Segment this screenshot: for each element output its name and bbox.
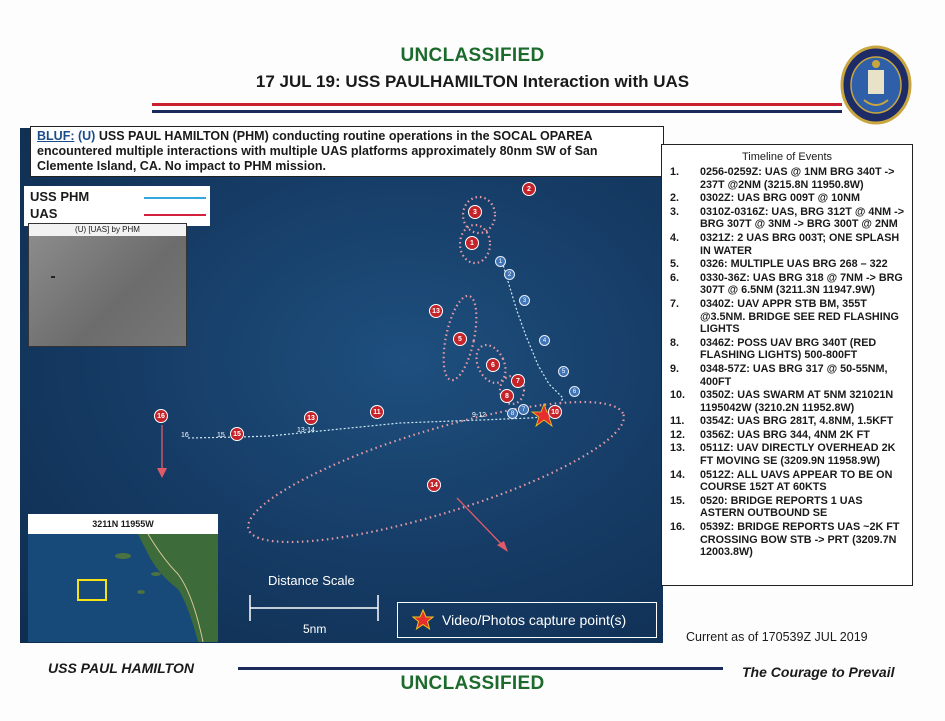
timeline-item: 8. 0346Z: POSS UAV BRG 340T (RED FLASHING LIGHTS) 500-800FT	[670, 336, 877, 362]
timeline-item: 6. 0330-36Z: UAS BRG 318 @ 7NM -> BRG 307T @ 6.5NM (3211.3N 11947.9W)	[670, 271, 903, 297]
phm-marker-label: 9-12	[472, 412, 487, 419]
legend-swatch-phm	[144, 197, 206, 199]
phm-marker: 7	[518, 404, 529, 415]
timeline-item: 10. 0350Z: UAS SWARM AT 5NM 321021N 1195042W (3210.2N 11952.8W)	[670, 389, 894, 414]
timeline-item: 12. 0356Z: UAS BRG 344, 4NM 2K FT	[670, 428, 870, 441]
inset-map	[28, 514, 218, 642]
bluf-box	[30, 126, 664, 177]
timeline-item: 15. 0520: BRIDGE REPORTS 1 UAS ASTERN OUTBOUND SE	[670, 494, 863, 520]
legend-swatch-uas	[144, 214, 206, 216]
phm-marker-label: 15	[217, 432, 225, 439]
phm-marker: 8	[507, 408, 518, 419]
footer-rule	[238, 667, 723, 670]
uas-marker: 14	[427, 478, 441, 492]
uas-marker: 13	[429, 304, 443, 318]
photo-caption: (U) [UAS] by PHM	[29, 224, 186, 236]
phm-marker: 3	[519, 295, 530, 306]
phm-marker: 4	[539, 335, 550, 346]
uas-marker: 16	[154, 409, 168, 423]
phm-marker: 2	[504, 269, 515, 280]
timeline-item: 1. 0256-0259Z: UAS @ 1NM BRG 340T -> 237T @2NM (3215.8N 11950.8W)	[670, 166, 895, 191]
star-icon	[412, 609, 434, 631]
timeline-item: 16. 0539Z: BRIDGE REPORTS UAS ~2K FT CROSSING BOW STB -> PRT (3209.7N 12003.8W)	[670, 521, 900, 559]
timeline-item: 7. 0340Z: UAV APPR STB BM, 355T @3.5NM. BRIDGE SEE RED FLASHING LIGHTS	[670, 297, 899, 336]
inset-coastline	[28, 534, 218, 642]
timeline-panel	[661, 144, 913, 586]
uas-marker: 10	[548, 405, 562, 419]
page-title: 17 JUL 19: USS PAULHAMILTON Interaction with UAS	[255, 72, 690, 91]
phm-marker-label: 16	[181, 432, 189, 439]
phm-marker: 5	[558, 366, 569, 377]
timeline-item: 13. 0511Z: UAV DIRECTLY OVERHEAD 2K FT MOVING SE (3209.9N 11958.9W)	[670, 442, 896, 468]
uas-marker: 11	[370, 405, 384, 419]
timeline-item: 4. 0321Z: 2 UAS BRG 003T; ONE SPLASH IN WATER	[670, 231, 900, 257]
timeline-item: 3. 0310Z-0316Z: UAS, BRG 312T @ 4NM -> BRG 307T @ 3NM -> BRG 300T @ 2NM	[670, 205, 905, 231]
uas-marker: 1	[465, 236, 479, 250]
phm-marker-label: 13-14	[297, 427, 315, 434]
distance-scale-label: Distance Scale	[268, 573, 355, 588]
timeline-item: 5. 0326: MULTIPLE UAS BRG 268 – 322	[670, 258, 888, 271]
timeline-item: 11. 0354Z: UAS BRG 281T, 4.8NM, 1.5KFT	[670, 415, 894, 428]
classification-banner-bottom: UNCLASSIFIED	[400, 673, 545, 694]
header-rule-navy	[152, 110, 842, 113]
legend-label-uas: UAS	[30, 206, 58, 221]
uas-marker: 7	[511, 374, 525, 388]
phm-marker: 6	[569, 386, 580, 397]
timeline-title: Timeline of Events	[741, 151, 833, 163]
uas-marker: 2	[522, 182, 536, 196]
timeline-list	[662, 166, 912, 559]
timeline-item: 14. 0512Z: ALL UAVS APPEAR TO BE ON COURSE 152T AT 60KTS	[670, 468, 893, 494]
map-legend	[24, 186, 210, 226]
capture-label: Video/Photos capture point(s)	[442, 612, 627, 628]
timeline-item: 9. 0348-57Z: UAS BRG 317 @ 50-55NM, 400FT	[670, 362, 888, 388]
phm-marker: 1	[495, 256, 506, 267]
uas-photo	[28, 223, 187, 347]
ship-seal-emblem	[840, 44, 912, 126]
footer-ship-name: USS PAUL HAMILTON	[48, 660, 194, 676]
uas-speck	[51, 276, 55, 278]
timeline-item: 2. 0302Z: UAS BRG 009T @ 10NM	[670, 192, 860, 205]
bluf-key: BLUF:	[37, 129, 75, 143]
capture-point-legend	[397, 602, 657, 638]
scale-value: 5nm	[303, 622, 327, 636]
uas-marker: 5	[453, 332, 467, 346]
uas-marker: 15	[230, 427, 244, 441]
bluf-marking: (U)	[77, 129, 96, 143]
uas-marker: 3	[468, 205, 482, 219]
uas-marker: 6	[486, 358, 500, 372]
footer-motto: The Courage to Prevail	[742, 664, 895, 680]
inset-coords: 3211N 11955W	[28, 514, 218, 534]
uas-marker: 8	[500, 389, 514, 403]
bluf-text: USS PAUL HAMILTON (PHM) conducting routine operations in the SOCAL OPAREA encountered multiple interactions with multiple UAS platforms approximately 80nm SW of San Clemente Island, CA. No impact to PHM mission.	[37, 129, 598, 173]
header-rule-red	[152, 103, 842, 106]
legend-label-phm: USS PHM	[30, 189, 90, 204]
classification-banner-top: UNCLASSIFIED	[400, 45, 545, 66]
current-as-of: Current as of 170539Z JUL 2019	[686, 630, 868, 644]
uas-marker: 13	[304, 411, 318, 425]
